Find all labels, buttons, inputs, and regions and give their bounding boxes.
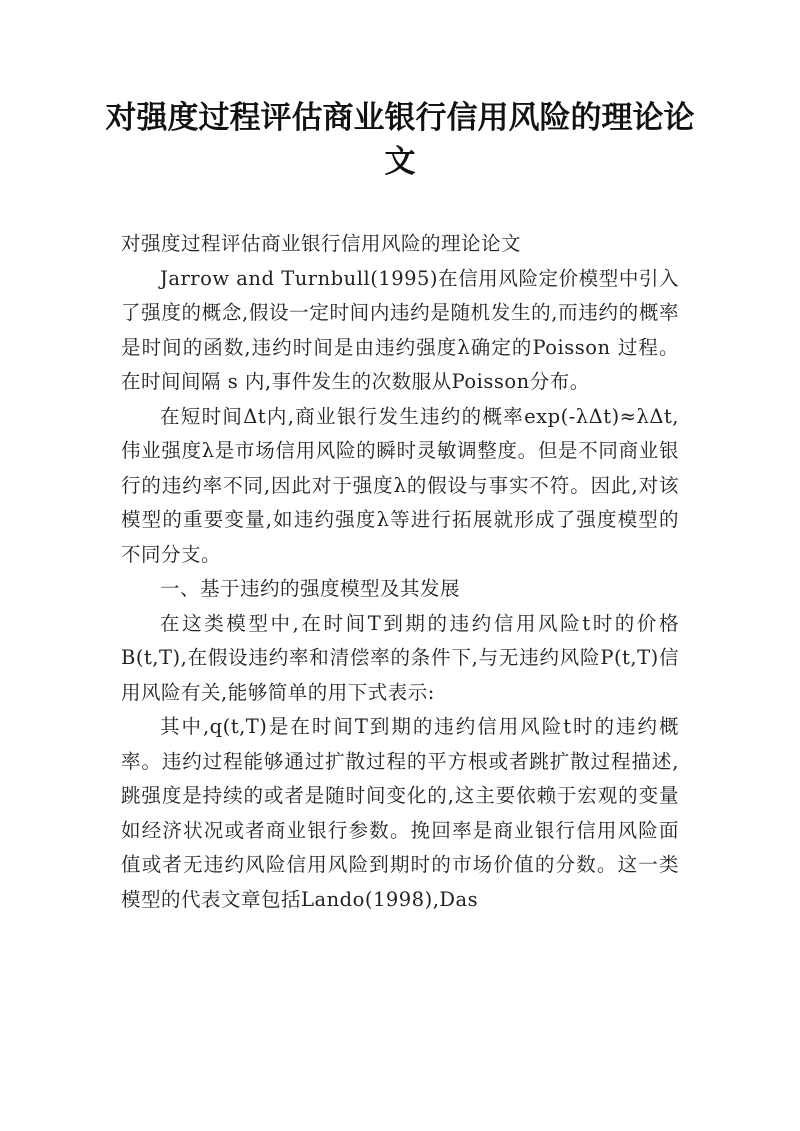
paragraph-default-probability: 其中,q(t,T)是在时间T到期的违约信用风险t时的违约概率。违约过程能够通过扩散过程的平方根或者跳扩散过程描述,跳强度是持续的或者是随时间变化的,这主要依赖于宏观的变量如经济状况或者商业银行参数。挽回率是商业银行信用风险面值或者无违约风险信用风险到期时的市场价值的分数。这一类模型的代表文章包括Lando(1998),Das (121, 715, 679, 911)
paragraph-jarrow-turnbull: Jarrow and Turnbull(1995)在信用风险定价模型中引入了强度的概念,假设一定时间内违约是随机发生的,而违约的概率是时间的函数,违约时间是由违约强度λ确定的Poisson 过程。在时间间隔 s 内,事件发生的次数服从Poisson分布。 (121, 266, 679, 393)
document-body (121, 227, 679, 917)
intro-line: 对强度过程评估商业银行信用风险的理论论文 (121, 232, 522, 255)
paragraph-model-price: 在这类模型中,在时间T到期的违约信用风险t时的价格B(t,T),在假设违约率和清偿率的条件下,与无违约风险P(t,T)信用风险有关,能够简单的用下式表示: (121, 611, 679, 704)
section-heading-1: 一、基于违约的强度模型及其发展 (160, 577, 461, 600)
document-title: 对强度过程评估商业银行信用风险的理论论文 (105, 100, 695, 180)
paragraph-short-time-default: 在短时间Δt内,商业银行发生违约的概率exp(-λΔt)≈λΔt,伟业强度λ是市场信用风险的瞬时灵敏调整度。但是不同商业银行的违约率不同,因此对于强度λ的假设与事实不符。因此,对该模型的重要变量,如违约强度λ等进行拓展就形成了强度模型的不同分支。 (121, 404, 679, 566)
